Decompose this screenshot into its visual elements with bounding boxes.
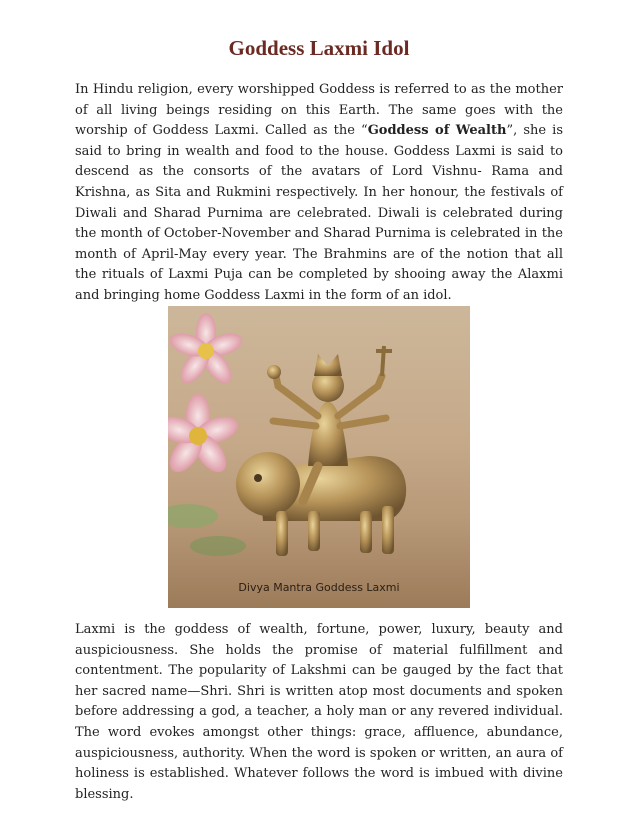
idol-photo	[168, 306, 470, 608]
intro-text-2: ”, she is said to bring in wealth and food to the house. Goddess Laxmi is said to descend as the consorts of the avatars of Lord Vishnu- Rama and Krishna, as Sita and Rukmini respectively. In her honour, the festivals of Diwali and Sharad Purnima are celebrated. Diwali is celebrated during the month of October-November and Sharad Purnima is celebrated in the month of April-May every year. The Brahmins are of the notion that all the rituals of Laxmi Puja can be completed by shooing away the Alaxmi and bringing home Goddess Laxmi in the form of an idol.	[75, 123, 564, 303]
body-paragraph: Laxmi is the goddess of wealth, fortune, power, luxury, beauty and auspiciousness. She holds the promise of material fulfillment and contentment. The popularity of Lakshmi can be gauged by the fact that her sacred name—Shri. Shri is written atop most documents and spoken before addressing a god, a teacher, a holy man or any revered individual. The word evokes amongst other things: grace, affluence, abundance, auspiciousness, authority. When the word is spoken or written, an aura of holiness is established. Whatever follows the word is imbued with divine blessing.	[75, 622, 563, 802]
intro-text-1: In Hindu religion, every worshipped Goddess is referred to as the mother of all living beings residing on this Earth. The same goes with the worship of Goddess Laxmi. Called as the “	[75, 82, 563, 139]
intro-paragraph	[75, 80, 563, 307]
page-title: Goddess Laxmi Idol	[228, 36, 410, 60]
photo-caption: Divya Mantra Goddess Laxmi	[238, 581, 400, 594]
flower-decoration	[168, 313, 246, 556]
brass-idol	[236, 346, 406, 556]
intro-bold-phrase: Goddess of Wealth	[367, 123, 507, 139]
idol-illustration	[168, 306, 470, 608]
